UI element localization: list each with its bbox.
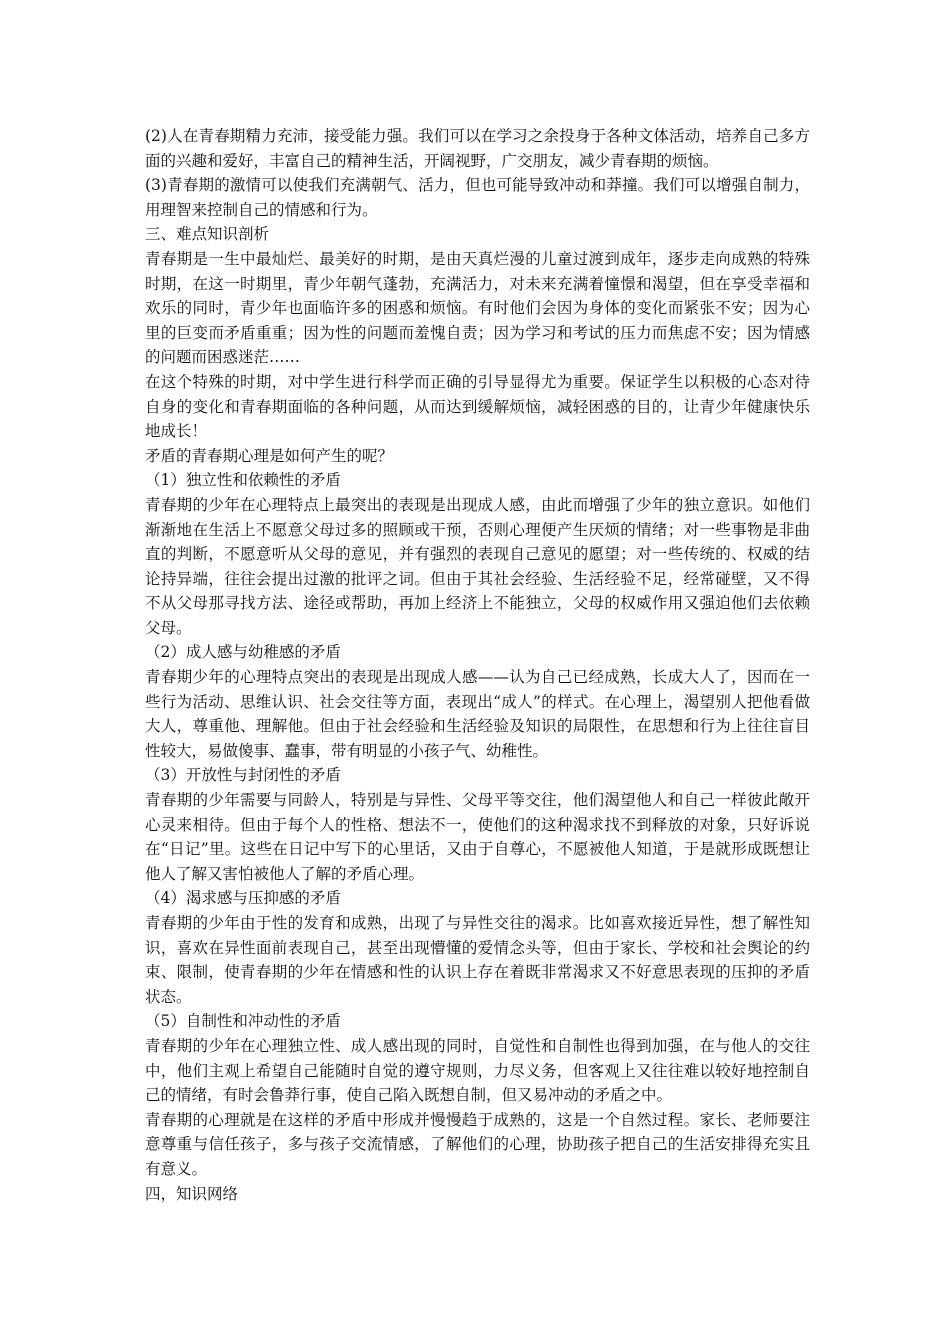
paragraph-adult-childish: 青春期少年的心理特点突出的表现是出现成人感——认为自己已经成熟，长成大人了，因而在一些行为活动、思维认识、社会交往等方面，表现出“成人”的样式。在心理上，渴望别人把他看做大人，尊重他、理解他。但由于社会经验和生活经验及知识的局限性，在思想和行为上往往盲目性较大，易做傻事、蠢事，带有明显的小孩子气、幼稚性。 (145, 668, 810, 760)
document-body (145, 124, 810, 1206)
subheading-desire-suppression: （4）渴求感与压抑感的矛盾 (145, 889, 341, 908)
paragraph-conclusion: 青春期的心理就是在这样的矛盾中形成并慢慢趋于成熟的，这是一个自然过程。家长、老师要注意尊重与信任孩子，多与孩子交流情感，了解他们的心理，协助孩子把自己的生活安排得充实且有意义。 (145, 1110, 810, 1178)
section-heading-knowledge-network: 四，知识网络 (145, 1184, 239, 1203)
paragraph-guidance: 在这个特殊的时期，对中学生进行科学而正确的引导显得尤为重要。保证学生以积极的心态对待自身的变化和青春期面临的各种问题，从而达到缓解烦恼，减轻困惑的目的，让青少年健康快乐地成长！ (145, 372, 810, 441)
subheading-self-control-impulse: （5）自制性和冲动性的矛盾 (145, 1012, 341, 1031)
paragraph-self-control-impulse: 青春期的少年在心理独立性、成人感出现的同时，自觉性和自制性也得到加强，在与他人的交往中，他们主观上希望自己能随时自觉的遵守规则，力尽义务，但客观上又往往难以较好地控制自己的情绪，有时会鲁莽行事，使自己陷入既想自制，但又易冲动的矛盾之中。 (145, 1036, 810, 1105)
section-heading-difficult-points: 三、难点知识剖析 (145, 225, 270, 244)
paragraph-adolescence-intro: 青春期是一生中最灿烂、最美好的时期，是由天真烂漫的儿童过渡到成年，逐步走向成熟的特殊时期，在这一时期里，青少年朝气蓬勃，充满活力，对未来充满着憧憬和渴望，但在享受幸福和欢乐的同时，青少年也面临许多的困惑和烦恼。有时他们会因为身体的变化而紧张不安；因为心里的巨变而矛盾重重；因为性的问题而羞愧自责；因为学习和考试的压力而焦虑不安；因为情感的问题而困惑迷茫…… (145, 249, 810, 367)
paragraph-point-2: (2)人在青春期精力充沛，接受能力强。我们可以在学习之余投身于各种文体活动，培养自己多方面的兴趣和爱好，丰富自己的精神生活，开阔视野，广交朋友，减少青春期的烦恼。 (145, 127, 810, 170)
paragraph-point-3: (3)青春期的激情可以使我们充满朝气、活力，但也可能导致冲动和莽撞。我们可以增强自制力，用理智来控制自己的情感和行为。 (145, 176, 810, 219)
question-contradiction-origin: 矛盾的青春期心理是如何产生的呢？ (145, 446, 394, 465)
paragraph-independence-dependence: 青春期的少年在心理特点上最突出的表现是出现成人感，由此而增强了少年的独立意识。如他们渐渐地在生活上不愿意父母过多的照顾或干预，否则心理便产生厌烦的情绪；对一些事物是非曲直的判断，不愿意听从父母的意见，并有强烈的表现自己意见的愿望；对一些传统的、权威的结论持异端，往往会提出过激的批评之词。但由于其社会经验、生活经验不足，经常碰壁，又不得不从父母那寻找方法、途径或帮助，再加上经济上不能独立，父母的权威作用又强迫他们去依赖父母。 (145, 495, 810, 637)
paragraph-desire-suppression: 青春期的少年由于性的发育和成熟，出现了与异性交往的渴求。比如喜欢接近异性，想了解性知识，喜欢在异性面前表现自己，甚至出现懵懂的爱情念头等，但由于家长、学校和社会舆论的约束、限制，使青春期的少年在情感和性的认识上存在着既非常渴求又不好意思表现的压抑的矛盾状态。 (145, 914, 810, 1006)
paragraph-open-closed: 青春期的少年需要与同龄人，特别是与异性、父母平等交往，他们渴望他人和自己一样彼此敞开心灵来相待。但由于每个人的性格、想法不一，使他们的这种渴求找不到释放的对象，只好诉说在“日记”里。这些在日记中写下的心里话，又由于自尊心，不愿被他人知道，于是就形成既想让他人了解又害怕被他人了解的矛盾心理。 (145, 791, 810, 883)
subheading-independence-dependence: （1）独立性和依赖性的矛盾 (145, 471, 341, 490)
subheading-adult-childish: （2）成人感与幼稚感的矛盾 (145, 643, 341, 662)
subheading-open-closed: （3）开放性与封闭性的矛盾 (145, 766, 341, 785)
